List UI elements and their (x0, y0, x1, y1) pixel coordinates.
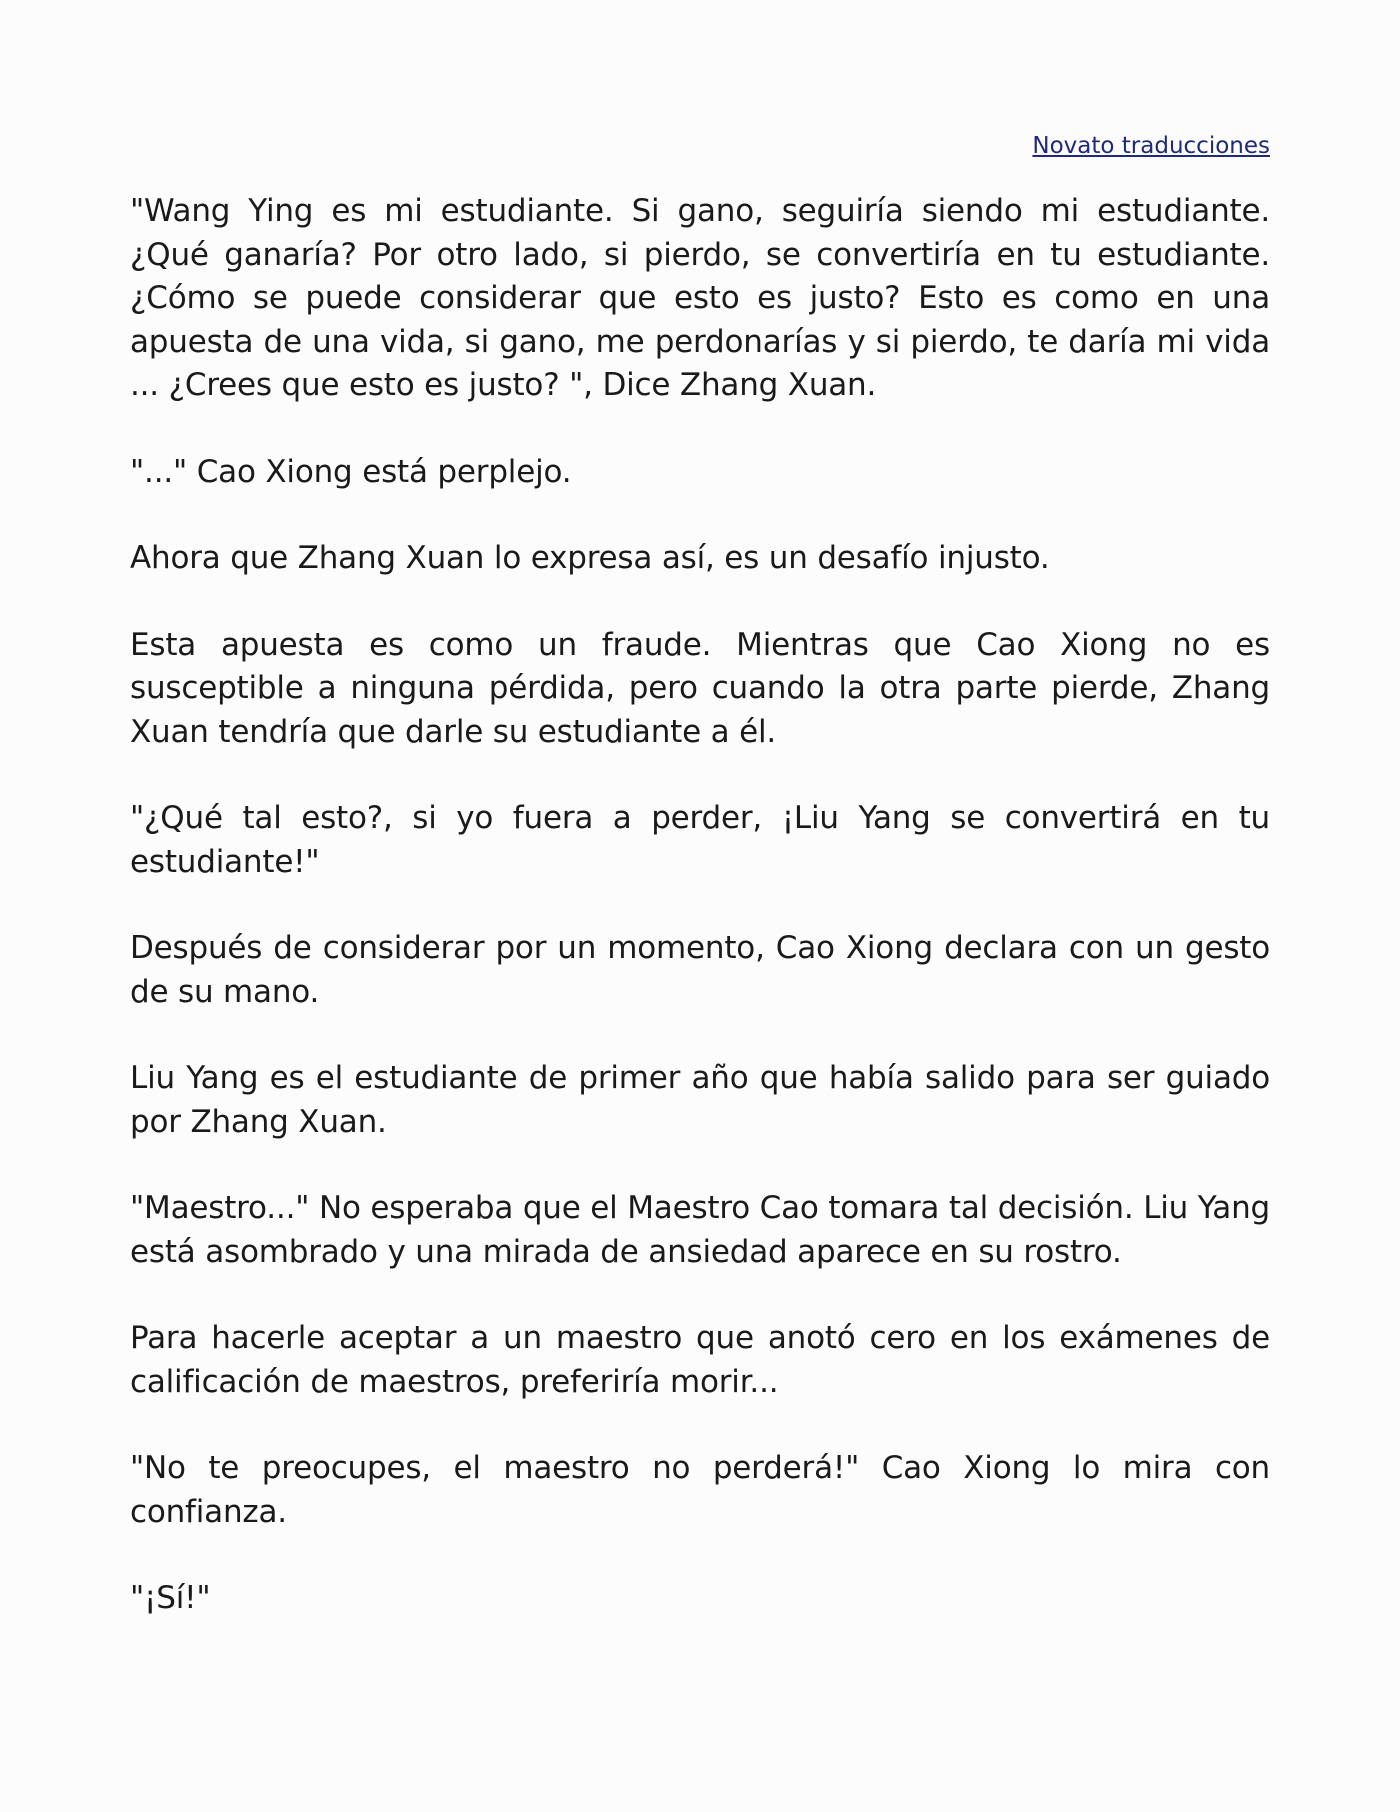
paragraph-8: "Maestro..." No esperaba que el Maestro Cao tomara tal decisión. Liu Yang está asombrado y una mirada de ansiedad aparece en su rostro. (130, 1190, 1270, 1270)
paragraph-10: "No te preocupes, el maestro no perderá!" Cao Xiong lo mira con confianza. (130, 1450, 1270, 1530)
document-page (130, 130, 1270, 1664)
paragraph-7: Liu Yang es el estudiante de primer año que había salido para ser guiado por Zhang Xuan. (130, 1060, 1270, 1140)
paragraph-2: "..." Cao Xiong está perplejo. (130, 453, 572, 490)
translator-credit-link[interactable]: Novato traducciones (1032, 133, 1270, 159)
paragraph-4: Esta apuesta es como un fraude. Mientras que Cao Xiong no es susceptible a ninguna pérdida, pero cuando la otra parte pierde, Zhang Xuan tendría que darle su estudiante a él. (130, 626, 1270, 750)
paragraph-6: Después de considerar por un momento, Cao Xiong declara con un gesto de su mano. (130, 930, 1270, 1010)
paragraph-11: "¡Sí!" (130, 1580, 211, 1616)
paragraph-1: "Wang Ying es mi estudiante. Si gano, seguiría siendo mi estudiante. ¿Qué ganaría? Por otro lado, si pierdo, se convertiría en tu estudiante. ¿Cómo se puede considerar que esto es justo? Esto es como en una apuesta de una vida, si gano, me perdonarías y si pierdo, te daría mi vida ... ¿Crees que esto es justo? ", Dice Zhang Xuan. (130, 193, 1270, 403)
paragraph-9: Para hacerle aceptar a un maestro que anotó cero en los exámenes de calificación de maestros, preferiría morir... (130, 1320, 1270, 1400)
paragraph-5: "¿Qué tal esto?, si yo fuera a perder, ¡Liu Yang se convertirá en tu estudiante!" (130, 800, 1270, 880)
paragraph-3: Ahora que Zhang Xuan lo expresa así, es un desafío injusto. (130, 540, 1050, 576)
